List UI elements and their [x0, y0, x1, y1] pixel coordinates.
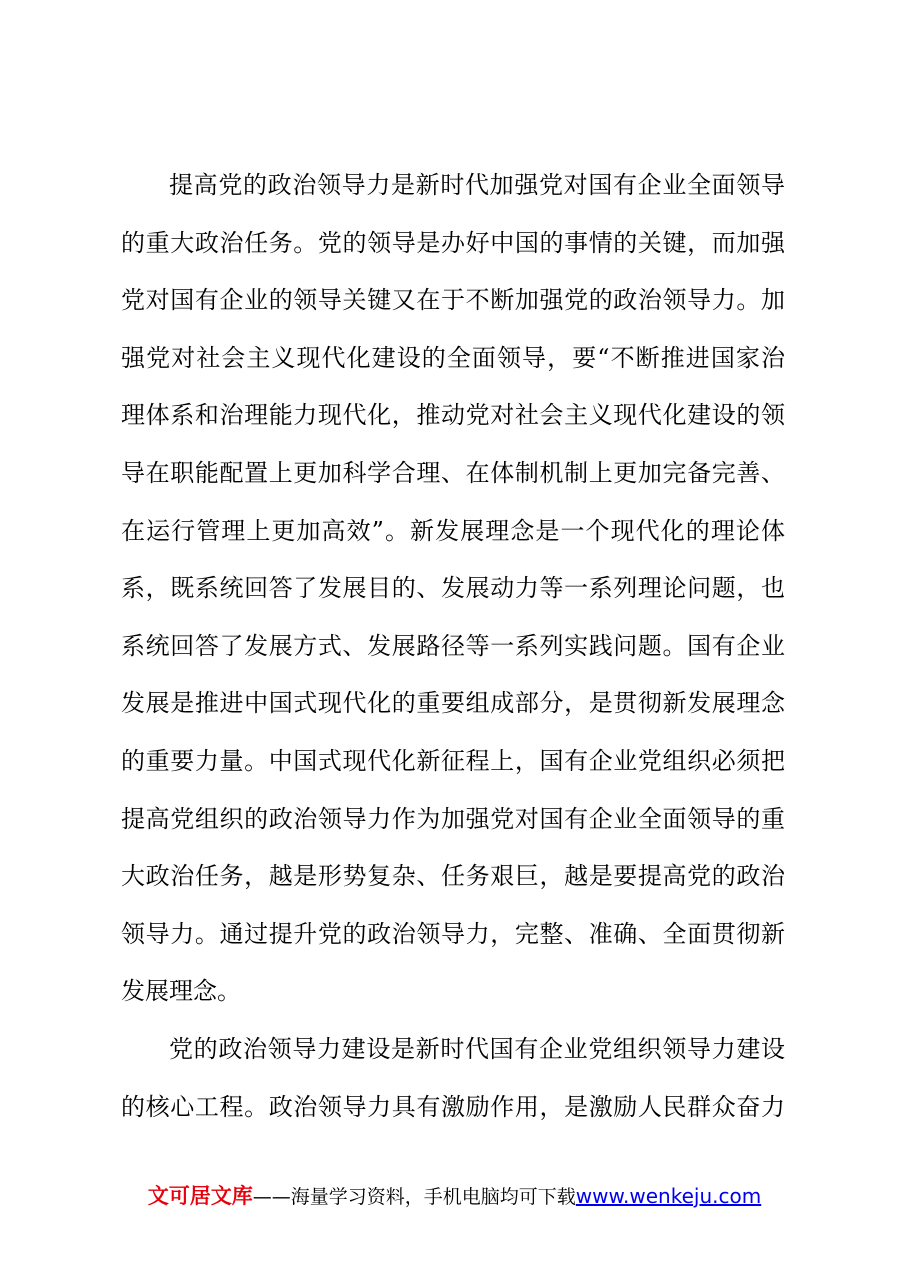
- document-body: [121, 157, 785, 1136]
- paragraph-1-line-12: 提高党组织的政治领导力作为加强党对国有企业全面领导的重: [121, 804, 785, 833]
- paragraph-1-line-5: 理体系和治理能力现代化，推动党对社会主义现代化建设的领: [121, 401, 785, 430]
- paragraph-2-line-2: 的核心工程。政治领导力具有激励作用，是激励人民群众奋力: [121, 1092, 785, 1121]
- footer-brand: 文可居文库: [147, 1184, 253, 1208]
- paragraph-1-line-15: 发展理念。: [121, 977, 241, 1006]
- footer-banner: [0, 1180, 909, 1213]
- paragraph-1-line-3: 党对国有企业的领导关键又在于不断加强党的政治领导力。加: [121, 286, 785, 315]
- paragraph-1-line-13: 大政治任务，越是形势复杂、任务艰巨，越是要提高党的政治: [121, 862, 785, 891]
- paragraph-1-line-6: 导在职能配置上更加科学合理、在体制机制上更加完备完善、: [121, 458, 785, 487]
- paragraph-1-line-14: 领导力。通过提升党的政治领导力，完整、准确、全面贯彻新: [121, 919, 785, 948]
- paragraph-1-line-9: 系统回答了发展方式、发展路径等一系列实践问题。国有企业: [121, 631, 785, 660]
- paragraph-1-line-10: 发展是推进中国式现代化的重要组成部分，是贯彻新发展理念: [121, 689, 785, 718]
- paragraph-1-line-8: 系，既系统回答了发展目的、发展动力等一系列理论问题，也: [121, 574, 785, 603]
- paragraph-1-line-7: 在运行管理上更加高效”。新发展理念是一个现代化的理论体: [121, 516, 785, 545]
- paragraph-1-line-2: 的重大政治任务。党的领导是办好中国的事情的关键，而加强: [121, 228, 785, 257]
- paragraph-1-line-4: 强党对社会主义现代化建设的全面领导，要“不断推进国家治: [121, 343, 785, 372]
- paragraph-2-line-1: 党的政治领导力建设是新时代国有企业党组织领导力建设: [169, 1034, 785, 1063]
- footer-tagline: ——海量学习资料，手机电脑均可下载: [252, 1186, 576, 1208]
- paragraph-1-line-11: 的重要力量。中国式现代化新征程上，国有企业党组织必须把: [121, 746, 785, 775]
- paragraph-1-line-1: 提高党的政治领导力是新时代加强党对国有企业全面领导: [169, 171, 785, 199]
- footer-url-link[interactable]: www.wenkeju.com: [575, 1184, 762, 1208]
